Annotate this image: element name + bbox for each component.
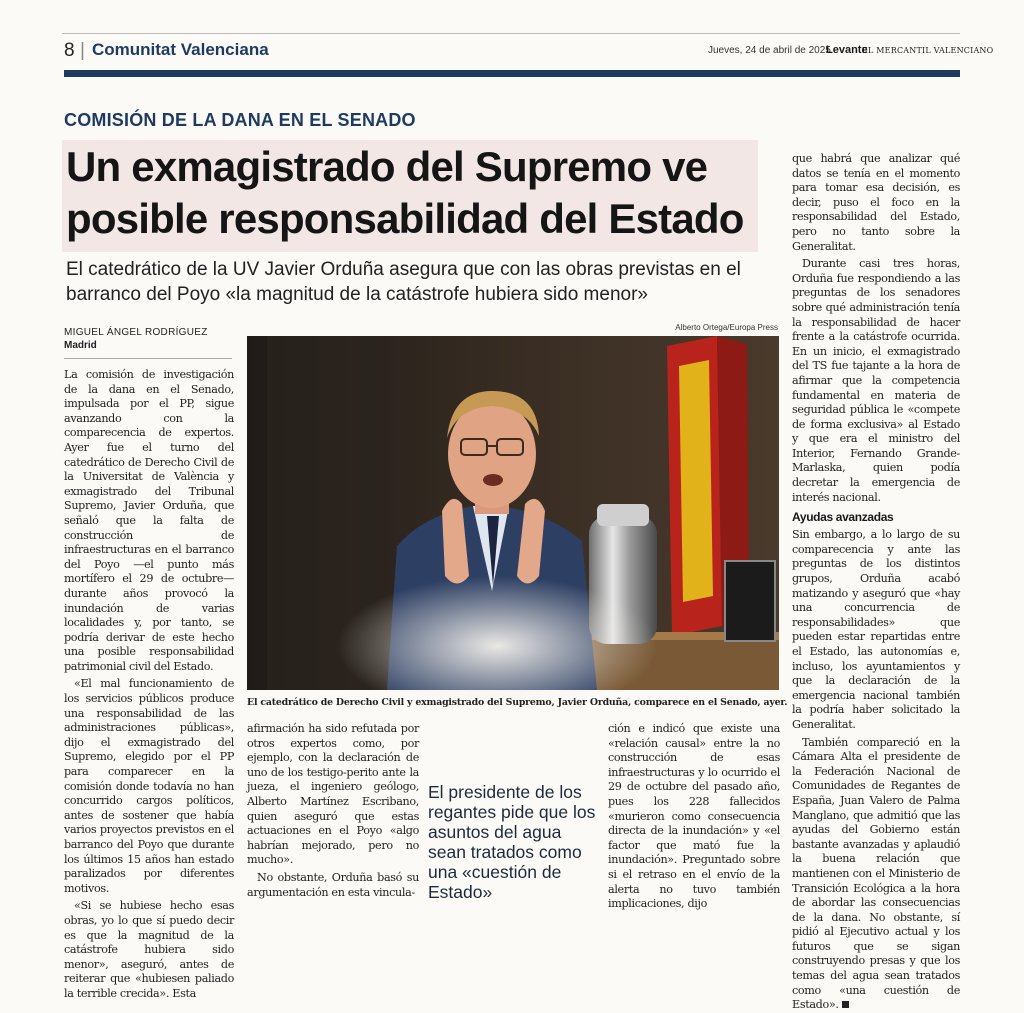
body-column-3 <box>247 722 419 899</box>
paragraph: ción e indicó que existe una «relación causal» entre la no construcción de esas infraestructuras y lo ocurrido el 29 de octubre del pasado año, pues los 228 fallecidos «murieron como consecuencia directa de la inundación» y «el factor que mató fue la inundación». Preguntado sobre si el retraso en el envío de la alerta no tuvo también implicaciones, dijo <box>608 722 780 911</box>
paragraph-final-text: También compareció en la Cámara Alta el presidente de la Federación Nacional de Comunidades de Regantes de España, Juan Valero de Palma Manglano, que admitió que las ayudas del Gobierno están bastante avanzadas y aplaudió la buena relación que mantienen con el Ministerio de Transición Ecológica a la hora de abordar las consecuencias de la dana. No obstante, sí pidió al Ejecutivo actual y los futuros que se sigan construyendo presas y que los temas del agua sean tratados como «una cuestión de Estado». <box>792 735 960 1012</box>
pull-quote: El presidente de los regantes pide que los asuntos del agua sean tratados como una «cuestión de Estado» <box>428 782 596 902</box>
paragraph: Durante casi tres horas, Orduña fue respondiendo a las preguntas de los senadores sobre qué administración tenía la responsabilidad de hacer frente a la catástrofe ocurrida. En un inicio, el exmagistrado del TS fue tajante a la hora de afirmar que la competencia fundamental en materia de seguridad pública le «compete de forma exclusiva» al Estado y que era el ministro del Interior, Fernando Grande-Marlaska, quien podía decretar la emergencia de interés nacional. <box>792 257 960 504</box>
newspaper-brand: Levante <box>826 44 868 56</box>
header-separator: | <box>80 40 85 61</box>
paragraph: «Si se hubiese hecho esas obras, yo lo que sí puedo decir es que la magnitud de la catástrofe hubiera sido menor», aseguró, antes de reiterar que «hubiesen paliado la terrible crecida». Esta <box>64 899 234 1000</box>
photo-credit: Alberto Ortega/Europa Press <box>675 323 778 332</box>
section-title: Comunitat Valenciana <box>92 40 269 59</box>
paragraph: La comisión de investigación de la dana en el Senado, impulsada por el PP, sigue avanzando con la comparecencia de expertos. Ayer fue el turno del catedrático de Derecho Civil de la Universitat de València y exmagistrado del Tribunal Supremo, Javier Orduña, que señaló que la falta de construcción de infraestructuras en el barranco del Poyo —el punto más mortífero el 29 de octubre— durante años provocó la inundación de varias localidades y, por tanto, se podría derivar de este hecho una posible responsabilidad patrimonial civil del Estado. <box>64 368 234 673</box>
header-bar <box>64 70 960 77</box>
byline-rule <box>64 358 232 359</box>
byline-author: MIGUEL ÁNGEL RODRÍGUEZ <box>64 327 208 338</box>
paragraph: que habrá que analizar qué datos se tenía en el momento para tomar esa decisión, es decir, puso el foco en la responsabilidad del Estado, pero no tanto sobre la Generalitat. <box>792 152 960 253</box>
byline-location: Madrid <box>64 340 97 351</box>
photo-caption: El catedrático de Derecho Civil y exmagistrado del Supremo, Javier Orduña, comparece en el Senado, ayer. <box>247 697 788 708</box>
article-headline: Un exmagistrado del Supremo ve posible responsabilidad del Estado <box>66 143 744 242</box>
header-top-rule <box>62 33 960 34</box>
end-mark-icon <box>842 1001 849 1008</box>
body-column-1 <box>64 368 234 1000</box>
page-number: 8 <box>64 40 75 61</box>
body-column-4 <box>608 722 780 911</box>
paragraph-final <box>792 736 960 1013</box>
paragraph: afirmación ha sido refutada por otros expertos como, por ejemplo, con la declaración de uno de los testigo-perito ante la jueza, el ingeniero geólogo, Alberto Martínez Escribano, quien aseguró que estas actuaciones en el Poyo «algo habrían mejorado, pero no mucho». <box>247 722 419 867</box>
paragraph: No obstante, Orduña basó su argumentación en esta vincula- <box>247 870 419 899</box>
photo-illustration <box>247 336 779 690</box>
newspaper-brand-subtitle: EL MERCANTIL VALENCIANO <box>862 46 994 55</box>
publication-date: Jueves, 24 de abril de 2025 <box>708 45 831 56</box>
paragraph: Sin embargo, a lo largo de su comparecencia y ante las preguntas de los distintos grupos, Orduña acabó matizando y aseguró que «hay una concurrencia de responsabilidades» que pueden estar repartidas entre el Estado, las autonomías e, incluso, los ayuntamientos y que la declaración de la emergencia nacional también la podría haber solicitado la Generalitat. <box>792 528 960 731</box>
section-subheading: Ayudas avanzadas <box>792 510 894 525</box>
paragraph: «El mal funcionamiento de los servicios públicos produce una responsabilidad de las administraciones públicas», dijo el exmagistrado del Supremo, elegido por el PP para comparecer en la comisión donde todavía no han concurrido cargos políticos, antes de sostener que había varios proyectos previstos en el barranco del Poyo que durante los últimos 15 años han estado paralizados por diferentes motivos. <box>64 677 234 895</box>
article-kicker: COMISIÓN DE LA DANA EN EL SENADO <box>64 110 416 130</box>
article-photo <box>247 336 779 690</box>
body-column-5 <box>792 152 960 1012</box>
article-subhead: El catedrático de la UV Javier Orduña asegura que con las obras previstas en el barranco del Poyo «la magnitud de la catástrofe hubiera sido menor» <box>66 259 741 305</box>
